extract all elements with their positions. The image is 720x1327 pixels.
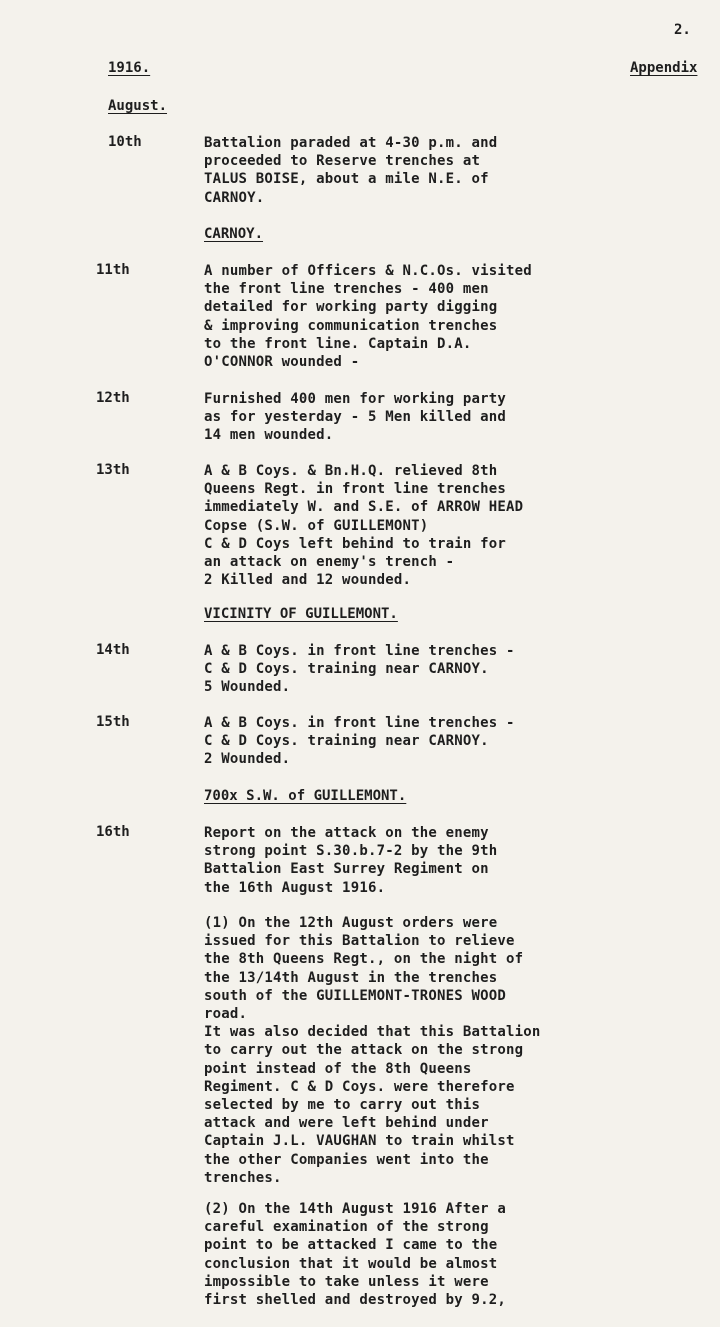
entry-text: Report on the attack on the enemy strong point S.30.b.7-2 by the 9th Battalion East Surrey Regiment on the 16th August 1916. xyxy=(204,825,498,896)
entry-date: 16th xyxy=(96,824,130,840)
entry-date: 10th xyxy=(108,134,142,150)
location-heading: CARNOY. xyxy=(204,226,264,242)
entry-text: A number of Officers & N.C.Os. visited the front line trenches - 400 men detailed for working party digging & improving communication trenches to the front line. Captain D.A. O'CONNOR wounded - xyxy=(204,263,532,371)
entry-text: A & B Coys. in front line trenches - C & D Coys. training near CARNOY. 5 Wounded. xyxy=(204,643,515,696)
appendix-label: Appendix xyxy=(630,60,698,76)
entry-date: 12th xyxy=(96,390,130,406)
entry-text: Furnished 400 men for working party as for yesterday - 5 Men killed and 14 men wounded. xyxy=(204,391,507,444)
report-paragraph-2: (2) On the 14th August 1916 After a careful examination of the strong point to be attacked I came to the conclusion that it would be almost impossible to take unless it were first shelled and destroyed by 9.2, xyxy=(204,1201,507,1309)
entry-date: 14th xyxy=(96,642,130,658)
entry-date: 11th xyxy=(96,262,130,278)
year-heading: 1916. xyxy=(108,60,151,76)
location-heading: VICINITY OF GUILLEMONT. xyxy=(204,606,398,622)
entry-date: 15th xyxy=(96,714,130,730)
entry-text: A & B Coys. in front line trenches - C & D Coys. training near CARNOY. 2 Wounded. xyxy=(204,715,515,768)
report-paragraph-1: (1) On the 12th August orders were issued for this Battalion to relieve the 8th Queens Regt., on the night of the 13/14th August in the trenches south of the GUILLEMONT-TRONES WOOD road. It was also decided that this Battalion to carry out the attack on the strong point instead of the 8th Queens Regiment. C & D Coys. were therefore selected by me to carry out this attack and were left behind under Captain J.L. VAUGHAN to train whilst the other Companies went into the trenches. xyxy=(204,915,541,1186)
entry-text: A & B Coys. & Bn.H.Q. relieved 8th Queens Regt. in front line trenches immediately W. and S.E. of ARROW HEAD Copse (S.W. of GUILLEMONT) C & D Coys left behind to train for an attack on enemy's trench - 2 Killed and 12 wounded. xyxy=(204,463,524,589)
location-heading: 700x S.W. of GUILLEMONT. xyxy=(204,788,407,804)
entry-text: Battalion paraded at 4-30 p.m. and proceeded to Reserve trenches at TALUS BOISE, about a mile N.E. of CARNOY. xyxy=(204,135,498,206)
entry-date: 13th xyxy=(96,462,130,478)
month-heading: August. xyxy=(108,98,168,114)
page-number: 2. xyxy=(674,22,691,38)
